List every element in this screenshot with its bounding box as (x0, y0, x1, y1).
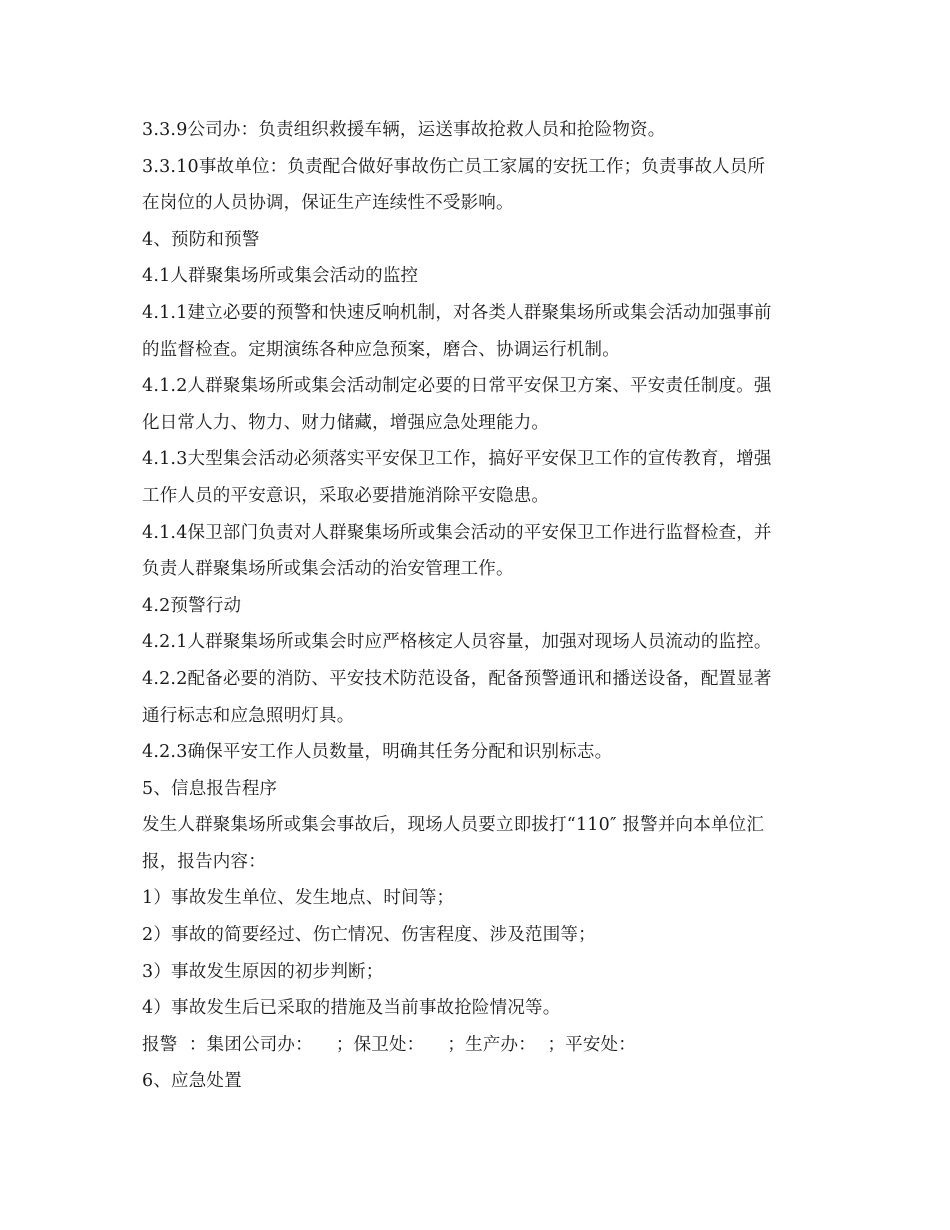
text-line: 负责人群聚集场所或集会活动的治安管理工作。 (142, 559, 514, 580)
document-body (142, 112, 822, 1100)
text-line: 在岗位的人员协调，保证生产连续性不受影响。 (142, 193, 514, 214)
list-item: 2）事故的简要经过、伤亡情况、伤害程度、涉及范围等； (142, 925, 596, 946)
text-line: 4.2.1人群聚集场所或集会时应严格核定人员容量，加强对现场人员流动的监控。 (142, 632, 772, 653)
text-line: 4.1.1建立必要的预警和快速反响机制，对各类人群聚集场所或集会活动加强事前 (142, 302, 772, 323)
list-item: 4）事故发生后已采取的措施及当前事故抢险情况等。 (142, 998, 561, 1019)
text-line: 工作人员的平安意识，采取必要措施消除平安隐患。 (142, 485, 550, 506)
section-heading: 6、应急处置 (142, 1071, 242, 1092)
text-line: 4.1.3大型集会活动必须落实平安保卫工作，搞好平安保卫工作的宣传教育，增强 (142, 449, 772, 470)
text-line: 的监督检查。定期演练各种应急预案，磨合、协调运行机制。 (142, 339, 620, 360)
subsection-heading: 4.2预警行动 (142, 595, 242, 616)
section-heading: 5、信息报告程序 (142, 778, 278, 799)
text-line: 4.1.4保卫部门负责对人群聚集场所或集会活动的平安保卫工作进行监督检查，并 (142, 522, 772, 543)
text-line: 4.2.2配备必要的消防、平安技术防范设备，配备预警通讯和播送设备，配置显著 (142, 668, 772, 689)
text-line: 通行标志和应急照明灯具。 (142, 705, 355, 726)
text-line: 3.3.9公司办：负责组织救援车辆，运送事故抢救人员和抢险物资。 (142, 120, 666, 140)
text-line: 4.1.2人群聚集场所或集会活动制定必要的日常平安保卫方案、平安责任制度。强 (142, 376, 772, 397)
text-line: 发生人群聚集场所或集会事故后，现场人员要立即拔打“110″ 报警并向本单位汇 (142, 815, 765, 836)
list-item: 3）事故发生原因的初步判断； (142, 961, 384, 982)
text-line: 报，报告内容： (142, 851, 266, 872)
list-item: 1）事故发生单位、发生地点、时间等； (142, 888, 455, 909)
text-line: 3.3.10事故单位：负责配合做好事故伤亡员工家属的安抚工作；负责事故人员所 (142, 156, 766, 177)
section-heading: 4、预防和预警 (142, 229, 260, 250)
text-line: 化日常人力、物力、财力储藏，增强应急处理能力。 (142, 412, 550, 433)
text-line: 报警 ：集团公司办： ；保卫处： ；生产办： ；平安处： (142, 1034, 636, 1055)
text-line: 4.2.3确保平安工作人员数量，明确其任务分配和识别标志。 (142, 742, 613, 763)
subsection-heading: 4.1人群聚集场所或集会活动的监控 (142, 266, 419, 287)
